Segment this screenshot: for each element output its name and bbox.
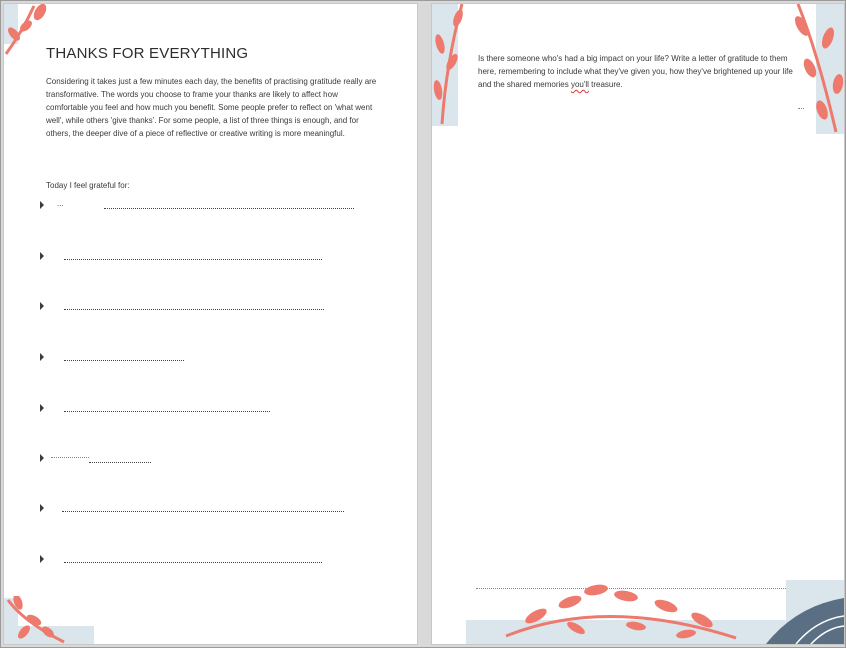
letter-prompt (478, 52, 798, 91)
page-right (432, 4, 844, 644)
letter-prompt-text: Is there someone who's had a big impact on your life? Write a letter of gratitude to them here, remembering to include what they've given you, how they've brightened up your life and the shared memories (478, 54, 793, 89)
list-line-8[interactable] (64, 562, 322, 563)
list-bullet-2 (40, 252, 44, 260)
list-line-1-prefix: ... (57, 199, 64, 208)
list-bullet-1 (40, 201, 44, 209)
list-bullet-7 (40, 504, 44, 512)
list-bullet-5 (40, 404, 44, 412)
page-left (4, 4, 417, 644)
leaf-decoration-bottom (466, 576, 844, 644)
stray-dots (798, 108, 804, 109)
list-bullet-3 (40, 302, 44, 310)
list-bullet-6 (40, 454, 44, 462)
intro-paragraph: Considering it takes just a few minutes each day, the benefits of practising gratitude really are transformative. The words you choose to frame your thanks are likely to affect how comfortable you feel and how much you benefit. Some people prefer to reflect on 'what went well', while others 'give thanks'. For some people, a list of three things is enough, and for others, the deeper dive of a piece of reflective or creative writing is more meaningful. (46, 77, 377, 138)
leaf-decoration-top-left (4, 4, 48, 58)
grateful-for-label: Today I feel grateful for: (46, 181, 130, 190)
list-bullet-8 (40, 555, 44, 563)
list-line-5[interactable] (64, 411, 270, 412)
list-line-4[interactable] (64, 360, 184, 361)
list-line-6-start (51, 457, 89, 458)
leaf-decoration-bottom-left (4, 596, 94, 644)
list-line-1[interactable] (104, 208, 354, 209)
page-title: THANKS FOR EVERYTHING (46, 45, 249, 62)
letter-prompt-end: treasure. (588, 80, 623, 89)
list-bullet-4 (40, 353, 44, 361)
list-line-6[interactable] (89, 462, 151, 463)
spelling-flagged-word[interactable]: you'll (570, 80, 589, 89)
leaf-decoration-top-left-right-page (432, 4, 468, 126)
list-line-3[interactable] (64, 309, 324, 310)
list-line-2[interactable] (64, 259, 322, 260)
list-line-7[interactable] (62, 511, 344, 512)
